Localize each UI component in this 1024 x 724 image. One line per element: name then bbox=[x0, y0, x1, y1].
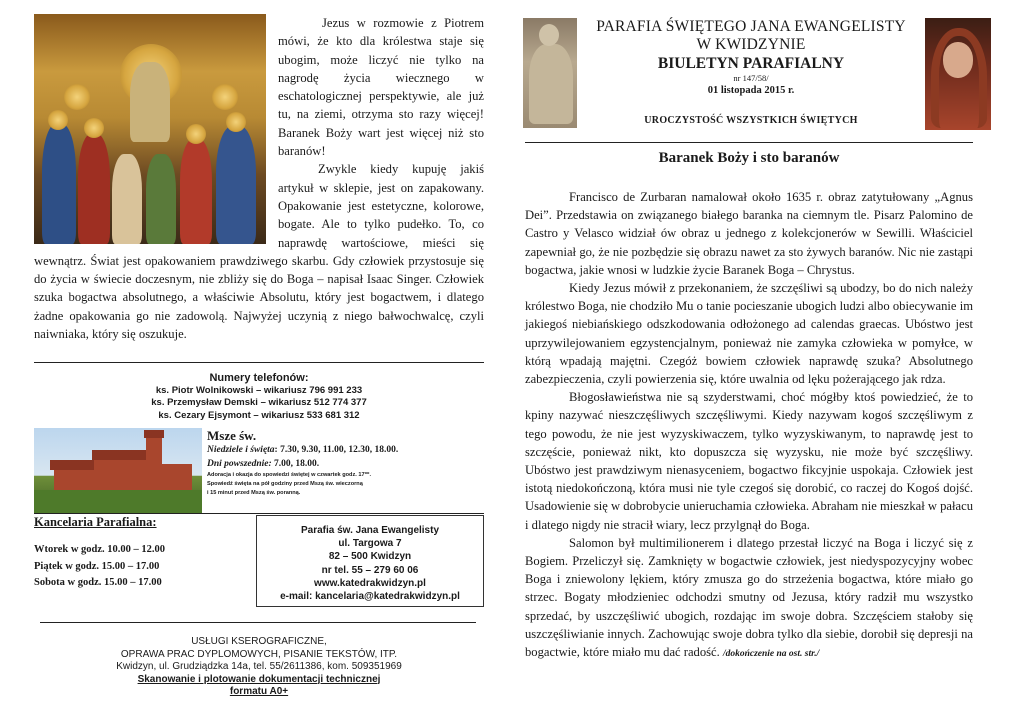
sunday-times: : 7.30, 9.30, 11.00, 12.30, 18.00. bbox=[274, 445, 399, 455]
divider-line bbox=[40, 622, 476, 623]
article-paragraph: Błogosławieństwa nie są szyderstwami, choć mógłby ktoś powiedzieć, że to kpiny nazywać nieszczęśliwych szczęśliwymi. Kiedy nazywam kogoś szczęśliwym z tego powodu, że nie jest wyzyskiwaczem, tylko wyzyskiwanym, to naprawdę jest to szczęście, ponieważ nikt, kto dopuszcza się wyzysku, nie może być szczęśliwy. Ubóstwo jest prawdziwym nienasyceniem, bogactwo fikcyjnie uspokaja. Człowiek jest istotą niedokończoną, która musi nie tyle czegoś się dorobić, co raczej do Kogoś dojść. Usadowienie się w dobrobycie unieruchamia człowieka. Abraham nie mieszkał w pałacu i dlatego nigdy nie stracił wiary, lecz przylgnął do Boga. bbox=[525, 390, 973, 532]
phone-numbers bbox=[34, 372, 484, 422]
article-title: Baranek Boży i sto baranów bbox=[658, 150, 840, 166]
ad-line: formatu A0+ bbox=[229, 686, 289, 697]
divider-line bbox=[34, 513, 484, 514]
ad-line: OPRAWA PRAC DYPLOMOWYCH, PISANIE TEKSTÓW, ITP. bbox=[120, 648, 398, 660]
masses-title: Msze św. bbox=[207, 428, 257, 443]
address-line: ul. Targowa 7 bbox=[338, 538, 402, 550]
divider-line bbox=[34, 362, 484, 363]
article-paragraph: Kiedy Jezus mówił z przekonaniem, że szczęśliwi są ubodzy, bo do nich należy królestwo Boga, nie chodziło Mu o tanie pocieszanie ubogich ludzi albo obiecywanie im jakiegoś niebiańskiego odszkodowania odłożonego ad calendas graecas. Ubóstwo jest uprzywilejowaniem egzystencjalnym, ponieważ nie zamyka człowieka w pomyłce, w którą wpadają majętni. Czegóż bowiem człowiek naprawdę szuka? Absolutnego zabezpieczenia, czyli powierzenia się, które uwalnia od lęku pożerającego jak rdza. bbox=[525, 281, 973, 387]
weekday-masses bbox=[207, 457, 483, 471]
confession-note-2: i 15 minut przed Mszą św. poranną. bbox=[207, 490, 301, 496]
sunday-label: Niedziele i święta bbox=[207, 445, 275, 455]
office-row: Sobota w godz. 15.00 – 17.00 bbox=[34, 577, 162, 588]
office-hours bbox=[34, 515, 254, 592]
castle-photo bbox=[34, 428, 202, 514]
article-paragraph: Francisco de Zurbaran namalował około 1635 r. obraz zatytułowany „Agnus Dei”. Przedstawia on związanego białego baranka na ciemnym tle. Pisarz Palomino de Castro y Velasco widział ów obraz u jednego z kolekcjonerów w Sewilli. Właściciel zapewniał go, że nie pozbędzie się obrazu nawet za sto żywych baranów. Nic nie zastąpi bogactwa, jakie wnosi w ludzkie życie Baranek Boga – Chrystus. bbox=[525, 190, 973, 277]
divider-line bbox=[525, 142, 973, 143]
office-title: Kancelaria Parafialna: bbox=[34, 515, 157, 529]
parish-name: PARAFIA ŚWIĘTEGO JANA EWANGELISTY bbox=[596, 18, 906, 35]
article-body bbox=[525, 188, 973, 663]
mass-times bbox=[207, 428, 483, 498]
parish-city: W KWIDZYNIE bbox=[696, 36, 806, 53]
confession-note: Spowiedź święta na pół godziny przed Mszą św. wieczorną bbox=[207, 481, 363, 487]
saint-statue-image bbox=[523, 18, 577, 128]
weekday-label: Dni powszednie: bbox=[207, 459, 272, 469]
ad-line: USŁUGI KSEROGRAFICZNE, bbox=[191, 636, 327, 647]
parish-address-box bbox=[256, 515, 484, 607]
address-line: nr tel. 55 – 279 60 06 bbox=[321, 564, 419, 576]
bulletin-title: BIULETYN PARAFIALNY bbox=[657, 55, 845, 72]
continued-note: /dokończenie na ost. str./ bbox=[722, 649, 820, 660]
phone-line: ks. Przemysław Demski – wikariusz 512 774 377 bbox=[151, 397, 367, 409]
website-link[interactable]: www.katedrakwidzyn.pl bbox=[314, 577, 426, 589]
ad-line: Kwidzyn, ul. Grudziądzka 14a, tel. 55/2611386, kom. 509351969 bbox=[116, 661, 402, 672]
left-page bbox=[34, 14, 484, 343]
ad-line: Skanowanie i plotowanie dokumentacji technicznej bbox=[137, 673, 381, 685]
weekday-times: 7.00, 18.00. bbox=[271, 459, 320, 469]
article-paragraph bbox=[525, 534, 973, 663]
office-row: Wtorek w godz. 10.00 – 12.00 bbox=[34, 544, 166, 555]
intro-paragraph-2: Zwykle kiedy kupuję jakiś artykuł w sklepie, jest on zapakowany. Opakowanie jest estetyczne, kolorowe, bogate. Ale to tylko pudełko. To, co naprawdę wartościowe, mieści się wewnątrz. Świat jest opakowaniem prawdziwego skarbu. Gdy człowiek przystosuje się do życia w świecie doczesnym, nie zbliży się do Boga – napisał Isaac Singer. Człowiek szuka bogactwa absolutnego, a właściwie Absolutu, który jest bogactwem, i dlatego żadne opakowania go nie zadowolą. Najwyżej uczynią z niego bałwochwalcę, czyli naiwniaka, który się oszukuje. bbox=[34, 162, 484, 342]
phone-line: ks. Cezary Ejsymont – wikariusz 533 681 312 bbox=[158, 409, 360, 421]
issue-date: 01 listopada 2015 r. bbox=[707, 85, 795, 96]
saint-painting-image bbox=[925, 18, 991, 130]
office-row: Piątek w godz. 15.00 – 17.00 bbox=[34, 560, 160, 572]
address-line: 82 – 500 Kwidzyn bbox=[328, 551, 412, 563]
advertisement bbox=[34, 636, 484, 699]
feast-title: UROCZYSTOŚĆ WSZYSTKICH ŚWIĘTYCH bbox=[644, 115, 858, 126]
address-line: Parafia św. Jana Ewangelisty bbox=[300, 525, 440, 536]
adoration-note: Adoracja i okazja do spowiedzi świętej w czwartek godz. 17⁰⁰. bbox=[207, 472, 372, 478]
intro-paragraph-1: Jezus w rozmowie z Piotrem mówi, że kto dla królestwa staje się ubogim, może liczyć nie tylko na nagrodę życia wiecznego w eschatologicznej perspektywie, ale już tu, na ziemi, otrzyma sto razy więcej! Baranek Boży wart jest więcej niż sto baranów! bbox=[278, 16, 484, 159]
phone-line: ks. Piotr Wolnikowski – wikariusz 796 991 233 bbox=[155, 385, 363, 396]
fresco-image bbox=[34, 14, 266, 244]
article-paragraph-text: Salomon był multimilionerem i dlatego przestał liczyć na Boga i liczyć się z Bogiem. Przeliczył się. Zamknięty w bogactwie człowiek, jest niedyspozycyjny wobec Boga i zniewolony lękiem, który zmusza go do strzeżenia bogactwa, które miało go strzec. Bogaty młodzieniec odchodzi smutny od Jezusa, który radził mu wszystko sprzedać, by uszczęśliwić ubogich, rozdając im swoje dobra. Szczęściem stałoby się uszczęśliwianie innych. Zachowując swoje dobra tylko dla siebie, dorobił się depresji na bogactwie, które miało mu dać radość. bbox=[525, 535, 973, 660]
masthead bbox=[578, 18, 924, 126]
issue-number: nr 147/58/ bbox=[733, 73, 769, 83]
email-link[interactable]: e-mail: kancelaria@katedrakwidzyn.pl bbox=[280, 591, 460, 603]
phones-title: Numery telefonów: bbox=[209, 372, 309, 384]
sunday-masses bbox=[207, 443, 483, 457]
